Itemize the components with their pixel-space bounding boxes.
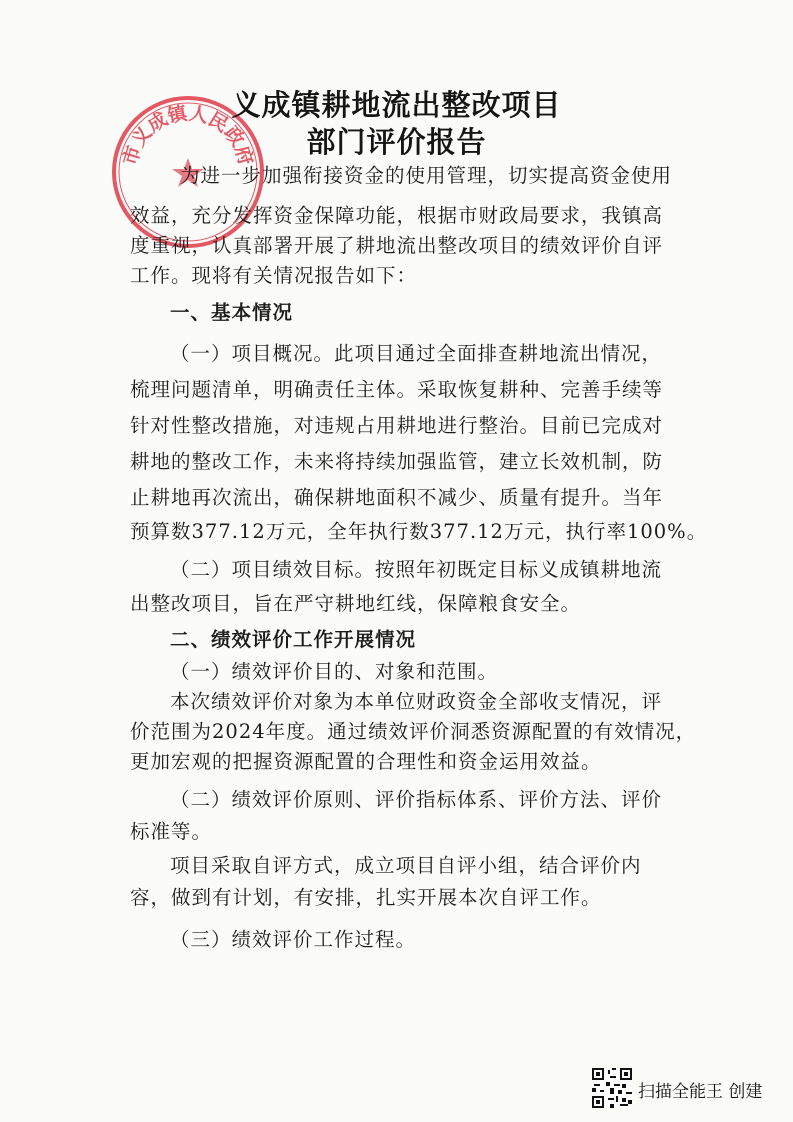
paragraph-line: 价范围为2024年度。通过绩效评价洞悉资源配置的有效情况， (130, 720, 697, 743)
paragraph-line: 出整改项目，旨在严守耕地红线，保障粮食安全。 (130, 592, 582, 615)
paragraph-line: 更加宏观的把握资源配置的合理性和资金运用效益。 (130, 750, 602, 773)
paragraph-line: 止耕地再次流出，确保耕地面积不减少、质量有提升。当年 (130, 486, 664, 509)
document-title-line1: 义成镇耕地流出整改项目 (231, 88, 562, 122)
paragraph-line: 梳理问题清单，明确责任主体。采取恢复耕种、完善手续等 (130, 378, 664, 401)
section-heading-2: 二、绩效评价工作开展情况 (170, 628, 417, 651)
paragraph-line: 工作。现将有关情况报告如下： (130, 264, 418, 287)
paragraph-line: 针对性整改措施，对违规占用耕地进行整治。目前已完成对 (130, 414, 664, 437)
paragraph-line: 为进一步加强衔接资金的使用管理，切实提高资金使用 (180, 164, 673, 187)
scanner-watermark (592, 1068, 782, 1112)
paragraph-line: 效益，充分发挥资金保障功能，根据市财政局要求，我镇高 (130, 204, 664, 227)
paragraph-line: 项目采取自评方式，成立项目自评小组，结合评价内 (170, 854, 642, 877)
paragraph-line: 预算数377.12万元，全年执行数377.12万元，执行率100%。 (130, 520, 708, 543)
paragraph-line: （一）项目概况。此项目通过全面排查耕地流出情况， (170, 342, 663, 365)
paragraph-line: 本次绩效评价对象为本单位财政资金全部收支情况，评 (170, 690, 663, 713)
section-heading-1: 一、基本情况 (170, 301, 294, 324)
paragraph-line: （二）项目绩效目标。按照年初既定目标义成镇耕地流 (170, 558, 663, 581)
paragraph-line: 耕地的整改工作，未来将持续加强监管，建立长效机制，防 (130, 450, 664, 473)
paragraph-line: （三）绩效评价工作过程。 (170, 928, 417, 951)
paragraph-line: （一）绩效评价目的、对象和范围。 (170, 660, 499, 683)
scanner-watermark-text: 扫描全能王 创建 (638, 1082, 763, 1102)
paragraph-line: 容，做到有计划，有安排，扎实开展本次自评工作。 (130, 886, 602, 909)
svg-text:市义成镇人民政府: 市义成镇人民政府 (119, 102, 257, 168)
qr-code-icon (592, 1068, 632, 1108)
paragraph-line: 标准等。 (130, 820, 213, 843)
paragraph-line: （二）绩效评价原则、评价指标体系、评价方法、评价 (170, 788, 663, 811)
document-title-line2: 部门评价报告 (306, 125, 487, 159)
paragraph-line: 度重视，认真部署开展了耕地流出整改项目的绩效评价自评 (130, 234, 664, 257)
